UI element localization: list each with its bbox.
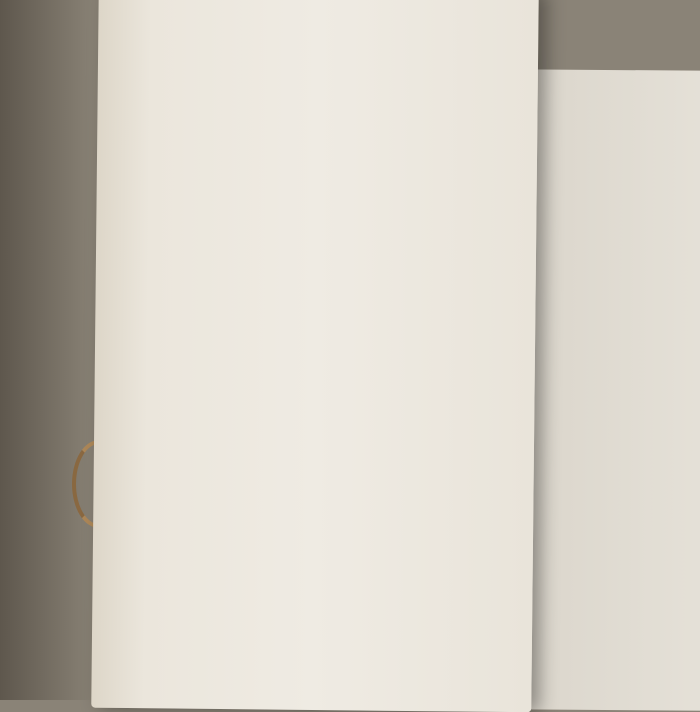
left-book-page: [91, 0, 539, 712]
